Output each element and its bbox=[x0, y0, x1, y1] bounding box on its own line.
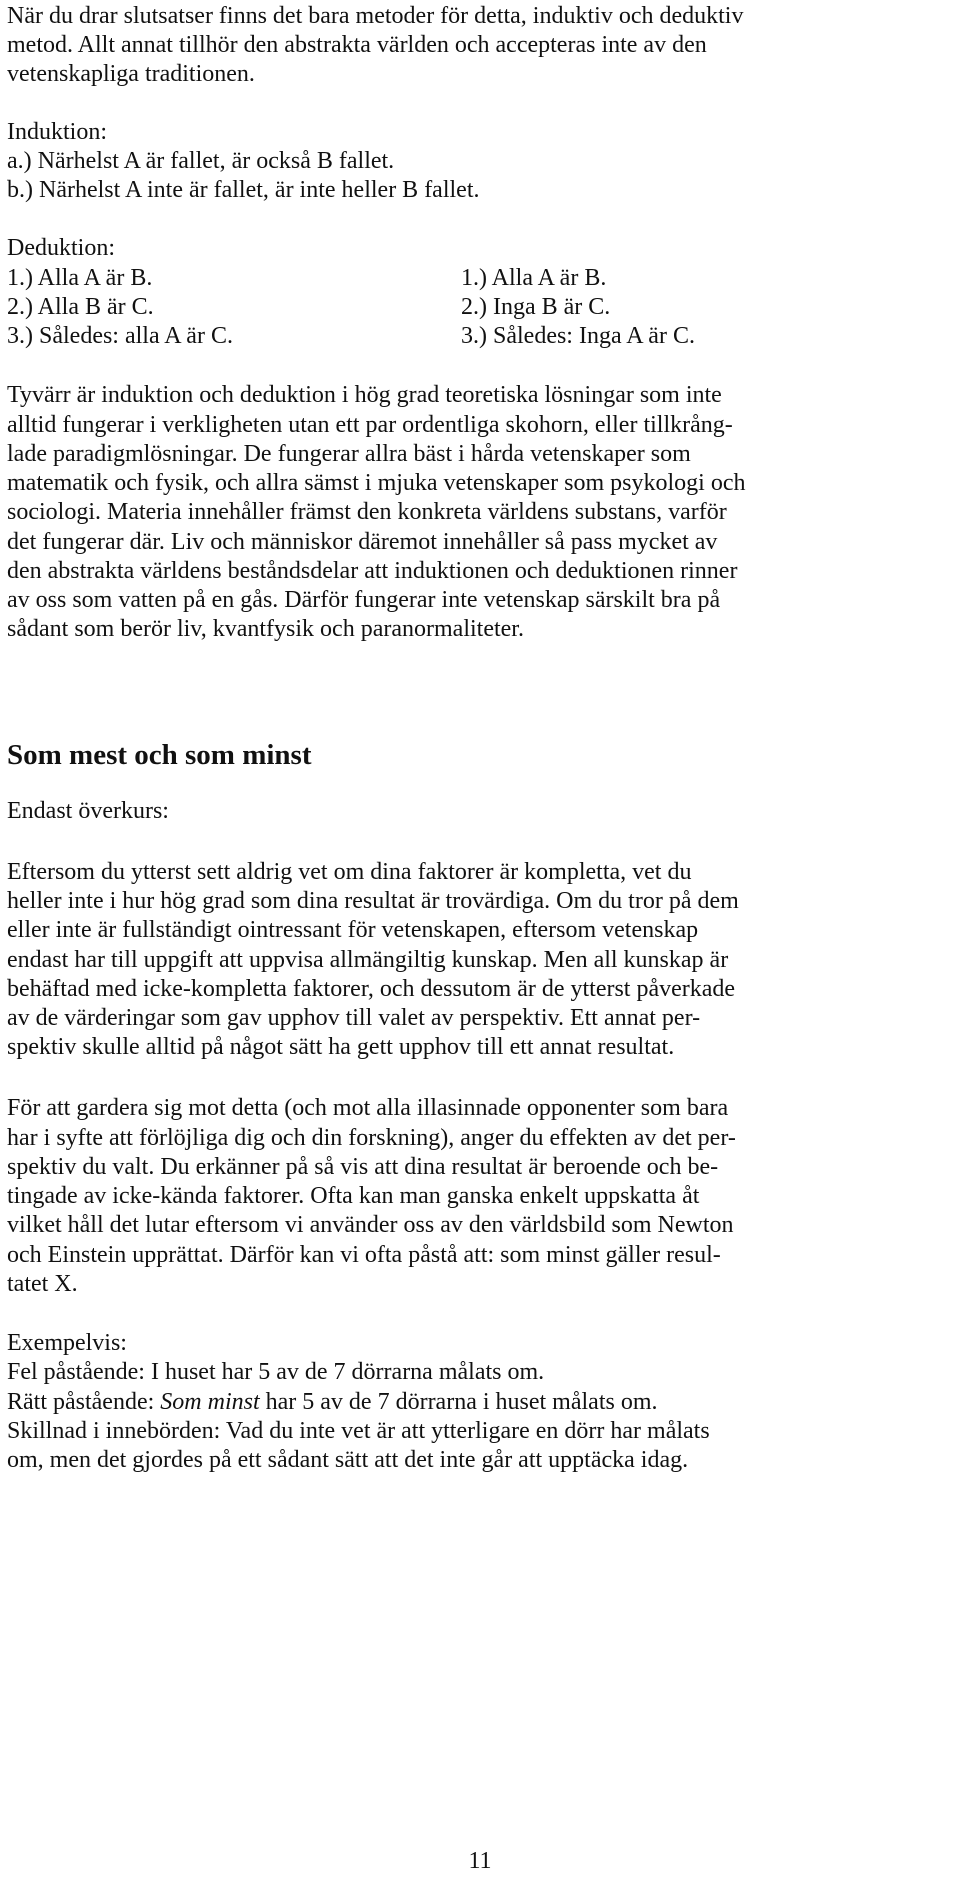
paragraph-line: sådant som berör liv, kvantfysik och paranormaliteter. bbox=[7, 616, 524, 642]
example-heading: Exempelvis: bbox=[7, 1330, 127, 1356]
example-right-statement bbox=[7, 1388, 955, 1418]
example-difference-line: om, men det gjordes på ett sådant sätt att det inte går att upptäcka idag. bbox=[7, 1447, 689, 1473]
example-wrong-statement: Fel påstående: I huset har 5 av de 7 dörrarna målats om. bbox=[7, 1359, 545, 1385]
section-subtitle: Endast överkurs: bbox=[7, 798, 169, 824]
paragraph-line: vilket håll det lutar eftersom vi använder oss av den världsbild som Newton bbox=[7, 1212, 734, 1238]
paragraph-line: tingade av icke-kända faktorer. Ofta kan man ganska enkelt uppskatta åt bbox=[7, 1183, 700, 1209]
induktion-heading: Induktion: bbox=[7, 119, 107, 145]
paragraph-line: endast har till uppgift att uppvisa allmängiltig kunskap. Men all kunskap är bbox=[7, 947, 729, 973]
paragraph-line: Tyvärr är induktion och deduktion i hög grad teoretiska lösningar som inte bbox=[7, 382, 722, 408]
paragraph-line: tatet X. bbox=[7, 1271, 78, 1297]
paragraph-line: har i syfte att förlöjliga dig och din forskning), anger du effekten av det per- bbox=[7, 1125, 736, 1151]
page-number: 11 bbox=[468, 1848, 492, 1874]
example-right-prefix: Rätt påstående: bbox=[7, 1389, 161, 1415]
paragraph-line: och Einstein upprättat. Därför kan vi ofta påstå att: som minst gäller resul- bbox=[7, 1242, 721, 1268]
deduktion-right-3: 3.) Således: Inga A är C. bbox=[461, 323, 695, 349]
deduktion-heading: Deduktion: bbox=[7, 235, 115, 261]
paragraph-line: spektiv du valt. Du erkänner på så vis att dina resultat är beroende och be- bbox=[7, 1154, 719, 1180]
paragraph-line: det fungerar där. Liv och människor däremot innehåller så pass mycket av bbox=[7, 529, 718, 555]
deduktion-left-1: 1.) Alla A är B. bbox=[7, 265, 153, 291]
example-right-emphasis: Som minst bbox=[160, 1389, 260, 1415]
paragraph-line: Eftersom du ytterst sett aldrig vet om dina faktorer är kompletta, vet du bbox=[7, 859, 692, 885]
deduktion-left-3: 3.) Således: alla A är C. bbox=[7, 323, 233, 349]
paragraph-line: behäftad med icke-kompletta faktorer, och dessutom är de ytterst påverkade bbox=[7, 976, 736, 1002]
paragraph-line: spektiv skulle alltid på något sätt ha gett upphov till ett annat resultat. bbox=[7, 1034, 675, 1060]
intro-line: När du drar slutsatser finns det bara metoder för detta, induktiv och deduktiv bbox=[7, 3, 744, 29]
induktion-item-b: b.) Närhelst A inte är fallet, är inte heller B fallet. bbox=[7, 177, 480, 203]
deduktion-left-2: 2.) Alla B är C. bbox=[7, 294, 154, 320]
paragraph-line: heller inte i hur hög grad som dina resultat är trovärdiga. Om du tror på dem bbox=[7, 888, 739, 914]
paragraph-line: av de värderingar som gav upphov till valet av perspektiv. Ett annat per- bbox=[7, 1005, 701, 1031]
paragraph-line: av oss som vatten på en gås. Därför fungerar inte vetenskap särskilt bra på bbox=[7, 587, 721, 613]
paragraph-line: För att gardera sig mot detta (och mot alla illasinnade opponenter som bara bbox=[7, 1095, 729, 1121]
example-right-suffix: har 5 av de 7 dörrarna i huset målats om. bbox=[259, 1389, 658, 1415]
paragraph-line: lade paradigmlösningar. De fungerar allra bäst i hårda vetenskaper som bbox=[7, 441, 691, 467]
paragraph-line: den abstrakta världens beståndsdelar att induktionen och deduktionen rinner bbox=[7, 558, 738, 584]
paragraph-line: eller inte är fullständigt ointressant för vetenskapen, eftersom vetenskap bbox=[7, 917, 699, 943]
deduktion-right-2: 2.) Inga B är C. bbox=[461, 294, 611, 320]
deduktion-right-1: 1.) Alla A är B. bbox=[461, 265, 607, 291]
example-difference-line: Skillnad i innebörden: Vad du inte vet är att ytterligare en dörr har målats bbox=[7, 1418, 710, 1444]
section-title: Som mest och som minst bbox=[7, 739, 312, 771]
paragraph-line: matematik och fysik, och allra sämst i mjuka vetenskaper som psykologi och bbox=[7, 470, 746, 496]
paragraph-line: sociologi. Materia innehåller främst den konkreta världens substans, varför bbox=[7, 499, 727, 525]
induktion-item-a: a.) Närhelst A är fallet, är också B fallet. bbox=[7, 148, 395, 174]
intro-line: metod. Allt annat tillhör den abstrakta världen och accepteras inte av den bbox=[7, 32, 707, 58]
paragraph-line: alltid fungerar i verkligheten utan ett par ordentliga skohorn, eller tillkrång- bbox=[7, 412, 733, 438]
intro-line: vetenskapliga traditionen. bbox=[7, 61, 255, 87]
